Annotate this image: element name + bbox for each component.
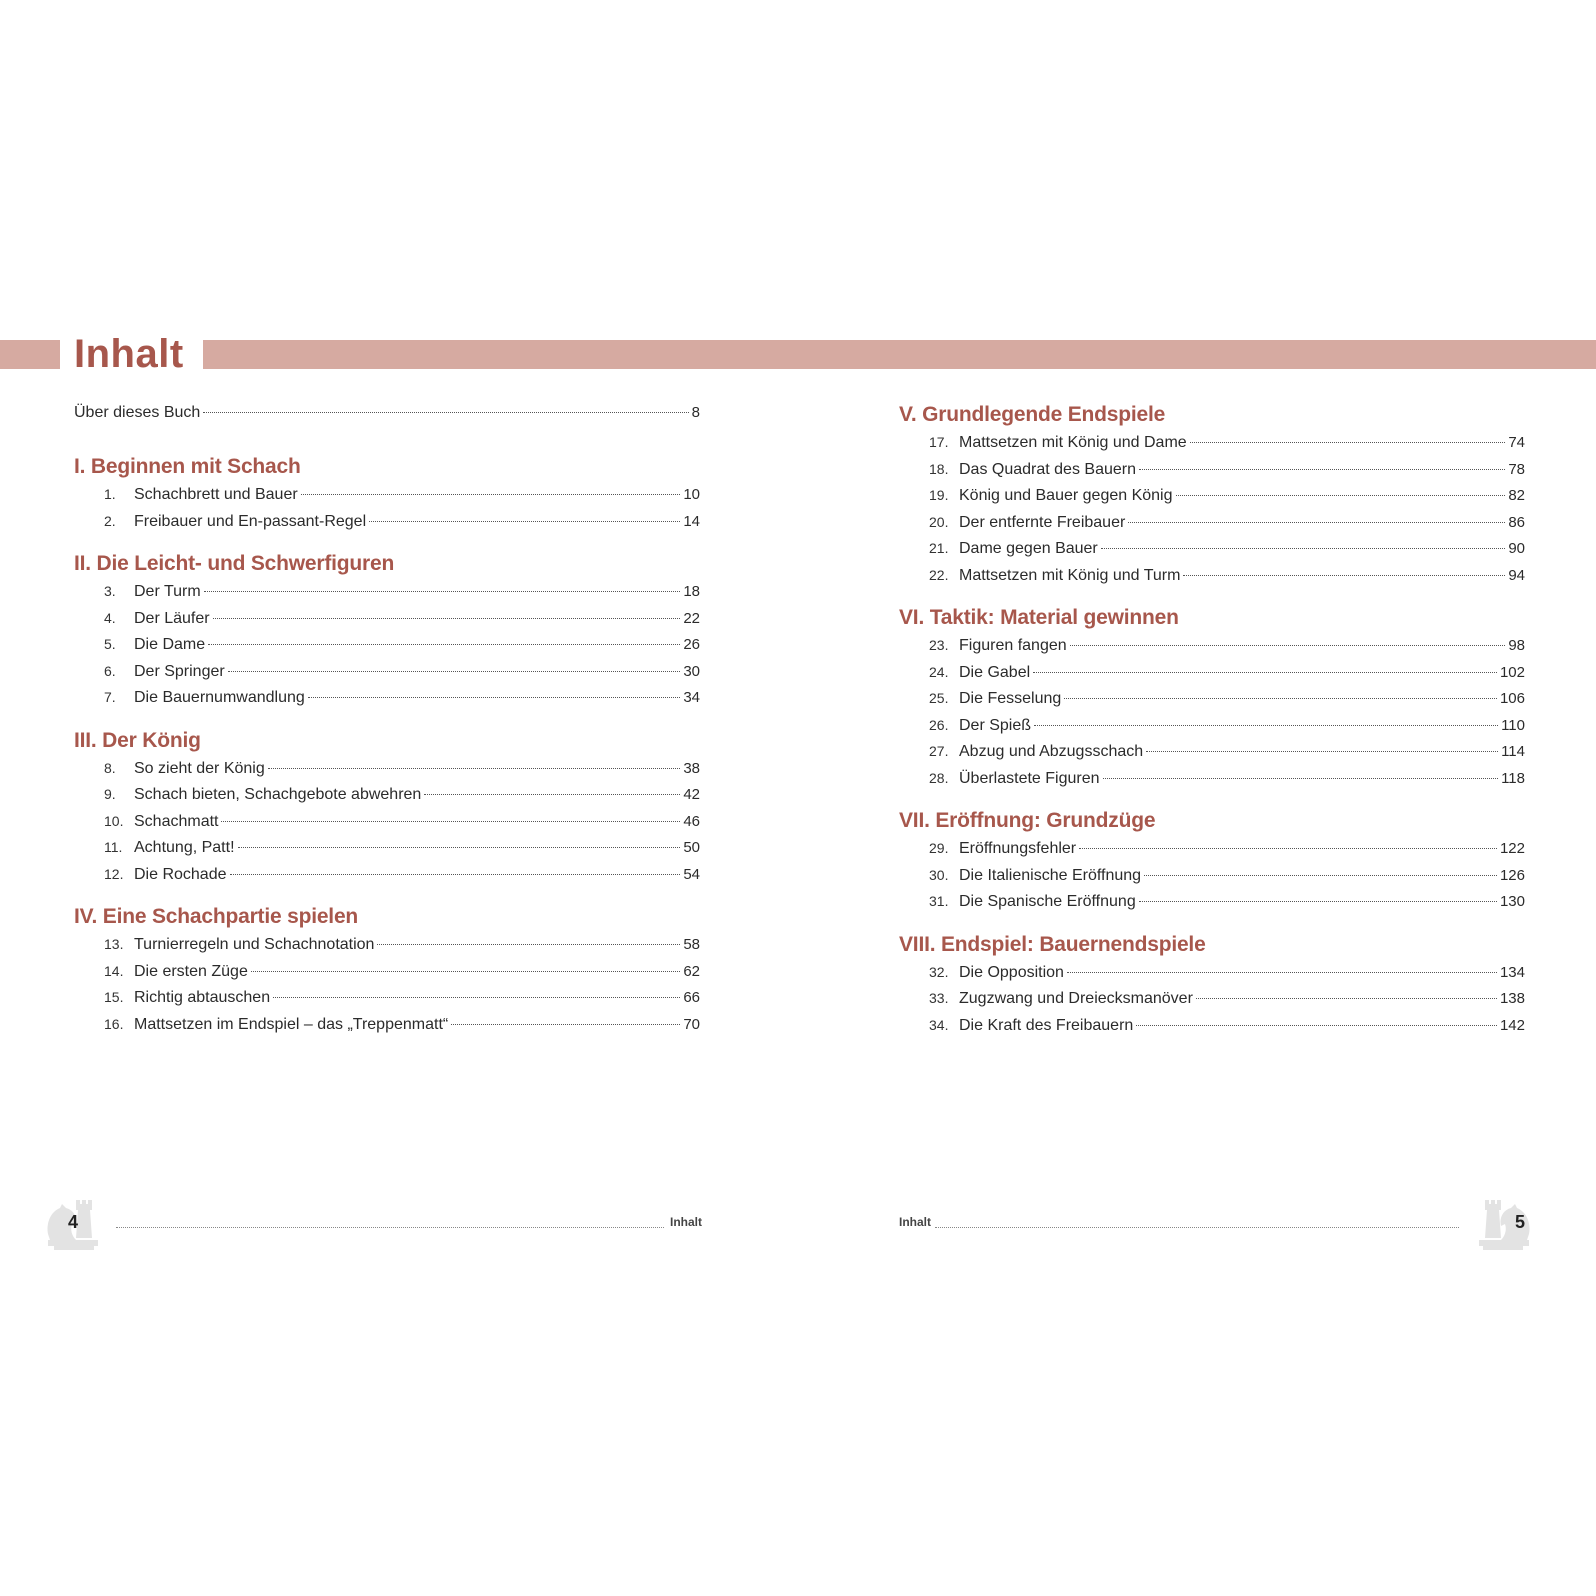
toc-entry-page: 82	[1508, 487, 1525, 504]
toc-entry[interactable]	[899, 456, 1525, 483]
toc-entry-title: Mattsetzen im Endspiel – das „Treppenmatt“	[134, 1015, 449, 1033]
page-title: Inhalt	[74, 332, 184, 376]
toc-entry-title: Die Dame	[134, 636, 206, 653]
dot-leader	[1144, 875, 1497, 876]
toc-entry-number: 3.	[104, 583, 116, 599]
section-heading[interactable]: VII. Eröffnung: Grundzüge	[899, 809, 1156, 832]
toc-entry-number: 27.	[929, 743, 949, 759]
toc-entry-page: 30	[683, 662, 700, 680]
toc-entry[interactable]	[74, 508, 700, 535]
toc-entry[interactable]	[74, 781, 700, 808]
toc-entry-title: Richtig abtauschen	[134, 989, 271, 1006]
dot-leader	[1101, 548, 1506, 549]
toc-entry-title: Die Italienische Eröffnung	[959, 866, 1142, 884]
dot-leader	[203, 412, 688, 413]
toc-entry[interactable]	[74, 931, 700, 958]
toc-entry-title: Zugzwang und Dreiecksmanöver	[959, 990, 1193, 1007]
toc-entry[interactable]	[899, 659, 1525, 686]
toc-entry-page: 90	[1508, 540, 1525, 557]
toc-entry[interactable]	[899, 862, 1525, 889]
toc-entry-title: Die Kraft des Freibauern	[959, 1016, 1134, 1034]
toc-entry-title: Die Opposition	[959, 963, 1064, 981]
toc-entry-title: Freibauer und En-passant-Regel	[134, 512, 367, 530]
toc-entry-page: 94	[1508, 566, 1525, 584]
dot-leader	[1139, 469, 1505, 470]
toc-entry-title: Schach bieten, Schachgebote abwehren	[134, 786, 422, 803]
toc-entry-page: 98	[1508, 637, 1525, 654]
toc-entry-page: 58	[683, 936, 700, 953]
toc-entry-title: Abzug und Abzugsschach	[959, 743, 1144, 760]
toc-entry-number: 28.	[929, 769, 949, 786]
page-number: 4	[68, 1212, 79, 1232]
toc-section	[899, 401, 1525, 588]
toc-entry-number: 31.	[929, 893, 949, 909]
toc-entry[interactable]	[899, 482, 1525, 509]
toc-entry-page: 106	[1499, 690, 1525, 707]
toc-entry[interactable]	[899, 562, 1525, 589]
toc-entry-number: 12.	[104, 865, 124, 882]
toc-section	[74, 903, 700, 1037]
dot-leader	[204, 591, 681, 592]
toc-entry-page: 70	[683, 1015, 700, 1033]
dot-leader	[208, 644, 680, 645]
toc-section	[899, 807, 1525, 915]
toc-entry-page: 126	[1499, 866, 1525, 884]
section-heading[interactable]: IV. Eine Schachpartie spielen	[74, 905, 359, 928]
toc-entry-number: 16.	[104, 1015, 124, 1032]
section-heading[interactable]: II. Die Leicht- und Schwerfiguren	[74, 552, 395, 575]
toc-entry-title: König und Bauer gegen König	[959, 487, 1173, 504]
toc-section	[74, 727, 700, 888]
toc-entry-title: Mattsetzen mit König und Dame	[959, 434, 1187, 451]
toc-entry[interactable]	[74, 605, 700, 632]
toc-entry-title: Die Bauernumwandlung	[134, 689, 305, 706]
toc-entry-number: 30.	[929, 866, 949, 883]
toc-entry-page: 130	[1499, 893, 1525, 910]
toc-entry-page: 122	[1499, 840, 1525, 857]
toc-entry-page: 110	[1501, 716, 1525, 734]
dot-leader	[451, 1024, 680, 1025]
toc-entry-title: Das Quadrat des Bauern	[959, 460, 1136, 478]
section-heading[interactable]: III. Der König	[74, 728, 201, 752]
dot-leader	[213, 618, 681, 619]
toc-entry-title: Schachmatt	[134, 812, 219, 830]
toc-entry-number: 6.	[104, 662, 116, 679]
dot-leader	[1103, 778, 1499, 779]
dot-leader	[273, 997, 680, 998]
toc-entry-title: Die Fesselung	[959, 690, 1062, 707]
toc-entry-number: 13.	[104, 936, 124, 952]
toc-entry-page: 34	[683, 689, 700, 706]
toc-entry-number: 14.	[104, 962, 124, 979]
page-number: 5	[1514, 1212, 1525, 1232]
toc-entry-page: 38	[683, 759, 700, 777]
toc-entry-page: 14	[683, 512, 700, 530]
toc-entry-title: So zieht der König	[134, 759, 265, 777]
toc-entry[interactable]	[899, 888, 1525, 915]
toc-entry[interactable]	[74, 755, 700, 782]
toc-entry-page: 118	[1501, 769, 1525, 787]
toc-entry[interactable]	[74, 984, 700, 1011]
toc-entry[interactable]	[899, 835, 1525, 862]
dot-leader	[268, 768, 681, 769]
toc-entry-title: Der Läufer	[134, 609, 210, 627]
dot-leader	[1136, 1025, 1497, 1026]
toc-entry-number: 15.	[104, 989, 124, 1005]
toc-entry-page: 8	[691, 404, 700, 421]
toc-section	[74, 453, 700, 534]
dot-leader	[1139, 901, 1497, 902]
dot-leader	[308, 697, 681, 698]
toc-entry-title: Der entfernte Freibauer	[959, 513, 1126, 531]
toc-sections-right	[899, 401, 1525, 1038]
toc-entry-page: 26	[683, 636, 700, 653]
running-head: Inhalt	[899, 1215, 931, 1229]
toc-entry-number: 24.	[929, 663, 949, 680]
dot-leader	[221, 821, 680, 822]
toc-entry-number: 10.	[104, 812, 124, 829]
running-head: Inhalt	[670, 1215, 702, 1229]
toc-entry-number: 1.	[104, 486, 116, 502]
toc-entry[interactable]	[74, 834, 700, 861]
toc-entry-title: Die ersten Züge	[134, 962, 248, 980]
toc-entry-title: Dame gegen Bauer	[959, 540, 1098, 557]
toc-entry-page: 142	[1499, 1016, 1525, 1034]
toc-entry-title: Der Turm	[134, 583, 201, 600]
toc-entry-title: Schachbrett und Bauer	[134, 486, 298, 503]
dot-leader	[377, 944, 680, 945]
toc-entry-number: 19.	[929, 487, 949, 503]
toc-entry-page: 18	[683, 583, 700, 600]
toc-entry[interactable]	[899, 632, 1525, 659]
toc-entry-page: 50	[683, 839, 700, 856]
dot-leader	[251, 971, 680, 972]
toc-entry-number: 4.	[104, 609, 116, 626]
toc-entry-number: 23.	[929, 637, 949, 653]
toc-entry[interactable]	[899, 959, 1525, 986]
dot-leader	[301, 494, 681, 495]
toc-entry[interactable]	[899, 765, 1525, 792]
toc-entry-title: Der Springer	[134, 662, 225, 680]
footer-rule	[935, 1227, 1459, 1228]
dot-leader	[230, 874, 681, 875]
toc-entry-title: Über dieses Buch	[74, 404, 201, 421]
dot-leader	[1146, 751, 1498, 752]
toc-entry-page: 102	[1499, 663, 1525, 681]
toc-entry-page: 74	[1508, 434, 1525, 451]
toc-entry-number: 20.	[929, 513, 949, 530]
footer-rule	[116, 1227, 664, 1228]
toc-entry[interactable]	[899, 738, 1525, 765]
dot-leader	[1064, 698, 1497, 699]
toc-entry-number: 18.	[929, 460, 949, 477]
toc-entry-title: Achtung, Patt!	[134, 839, 235, 856]
toc-entry-page: 66	[683, 989, 700, 1006]
chess-knight-rook-icon	[1473, 1196, 1535, 1252]
dot-leader	[1196, 998, 1497, 999]
toc-section	[899, 931, 1525, 1039]
toc-entry[interactable]	[74, 658, 700, 685]
toc-entry[interactable]	[74, 958, 700, 985]
toc-entry-title: Eröffnungsfehler	[959, 840, 1077, 857]
toc-entry-number: 8.	[104, 759, 116, 776]
dot-leader	[238, 847, 681, 848]
toc-entry-page: 10	[683, 486, 700, 503]
section-heading[interactable]: I. Beginnen mit Schach	[74, 455, 301, 478]
toc-entry-number: 32.	[929, 963, 949, 980]
toc-entry[interactable]	[899, 535, 1525, 562]
toc-entry[interactable]	[899, 985, 1525, 1012]
toc-entry-number: 29.	[929, 840, 949, 856]
toc-sections-left	[74, 453, 700, 1037]
toc-entry-title: Die Gabel	[959, 663, 1031, 681]
toc-entry-number: 25.	[929, 690, 949, 706]
toc-entry-number: 22.	[929, 566, 949, 583]
toc-entry-page: 62	[683, 962, 700, 980]
toc-entry-title: Überlastete Figuren	[959, 769, 1100, 787]
toc-entry-intro[interactable]	[74, 401, 700, 425]
title-band-right	[203, 340, 1596, 369]
toc-entry[interactable]	[899, 1012, 1525, 1039]
dot-leader	[1183, 575, 1505, 576]
toc-entry-title: Die Rochade	[134, 865, 227, 883]
toc-entry[interactable]	[74, 684, 700, 711]
toc-right-column	[899, 401, 1525, 1038]
dot-leader	[1079, 848, 1497, 849]
toc-entry-page: 54	[683, 865, 700, 883]
toc-section	[899, 604, 1525, 791]
toc-entry[interactable]	[899, 712, 1525, 739]
toc-entry-number: 21.	[929, 540, 949, 556]
toc-entry[interactable]	[74, 1011, 700, 1038]
toc-entry[interactable]	[74, 808, 700, 835]
dot-leader	[1070, 645, 1506, 646]
dot-leader	[1033, 672, 1497, 673]
toc-entry[interactable]	[899, 685, 1525, 712]
dot-leader	[1176, 495, 1506, 496]
toc-entry-number: 7.	[104, 689, 116, 705]
toc-entry-number: 5.	[104, 636, 116, 652]
toc-entry-page: 42	[683, 786, 700, 803]
toc-entry-number: 34.	[929, 1016, 949, 1033]
dot-leader	[1034, 725, 1498, 726]
toc-entry-page: 46	[683, 812, 700, 830]
toc-entry-page: 134	[1499, 963, 1525, 981]
toc-entry-page: 138	[1499, 990, 1525, 1007]
dot-leader	[1128, 522, 1505, 523]
toc-entry-page: 86	[1508, 513, 1525, 531]
toc-entry-number: 17.	[929, 434, 949, 450]
toc-entry-title: Der Spieß	[959, 716, 1032, 734]
toc-entry[interactable]	[74, 861, 700, 888]
toc-entry-page: 22	[683, 609, 700, 627]
toc-entry-number: 26.	[929, 716, 949, 733]
toc-section	[74, 550, 700, 711]
dot-leader	[228, 671, 681, 672]
toc-entry-title: Turnierregeln und Schachnotation	[134, 936, 375, 953]
dot-leader	[1190, 442, 1506, 443]
section-heading[interactable]: VIII. Endspiel: Bauernendspiele	[899, 932, 1206, 956]
toc-entry[interactable]	[74, 481, 700, 508]
dot-leader	[424, 794, 680, 795]
toc-entry-page: 114	[1501, 743, 1525, 760]
toc-entry-page: 78	[1508, 460, 1525, 478]
dot-leader	[369, 521, 680, 522]
toc-entry-number: 33.	[929, 990, 949, 1006]
section-heading[interactable]: VI. Taktik: Material gewinnen	[899, 606, 1179, 629]
toc-entry-number: 2.	[104, 512, 116, 529]
toc-entry-number: 9.	[104, 786, 116, 802]
section-heading[interactable]: V. Grundlegende Endspiele	[899, 403, 1166, 426]
toc-entry[interactable]	[899, 509, 1525, 536]
footer-right	[899, 1210, 1559, 1240]
toc-entry[interactable]	[74, 631, 700, 658]
dot-leader	[1067, 972, 1497, 973]
toc-entry[interactable]	[74, 578, 700, 605]
toc-entry-number: 11.	[104, 839, 123, 855]
toc-left-column	[74, 401, 700, 1037]
toc-entry-title: Figuren fangen	[959, 637, 1067, 654]
footer-left	[42, 1210, 702, 1240]
toc-entry-title: Mattsetzen mit König und Turm	[959, 566, 1181, 584]
title-band-left	[0, 340, 60, 369]
toc-entry[interactable]	[899, 429, 1525, 456]
toc-entry-title: Die Spanische Eröffnung	[959, 893, 1136, 910]
